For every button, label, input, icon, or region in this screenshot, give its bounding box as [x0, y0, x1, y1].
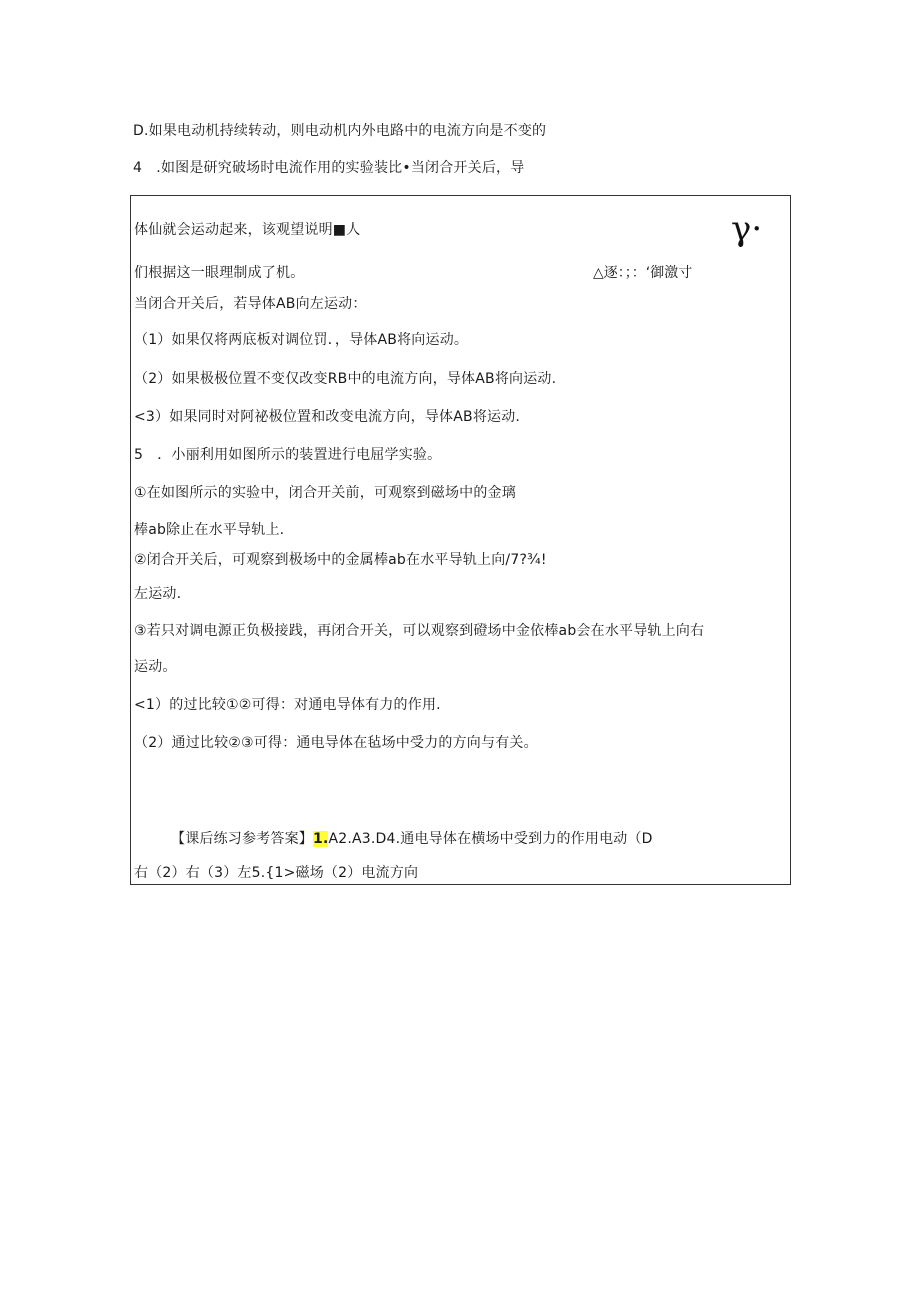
- answer-highlight: 1.: [313, 831, 329, 847]
- box-line-8: ①在如图所示的实验中，闭合开关前，可观察到磁场中的金璃: [134, 485, 516, 501]
- box-line-5: （2）如果极极位置不变仅改变RB中的电流方向，导体AB将向运动.: [134, 371, 557, 387]
- box-line-11: 左运动.: [134, 586, 182, 602]
- answer-rest: A2.A3.D4.通电导体在横场中受到力的作用电动（D: [328, 831, 653, 847]
- box-line-2: 们根据这一眼理制成了机。: [134, 265, 305, 281]
- answer-line-1: [171, 830, 653, 848]
- box-line-9: 棒ab除止在水平导轨上.: [134, 522, 285, 538]
- box-line-15: （2）通过比较②③可得：通电导体在毡场中受力的方向与有关。: [134, 735, 538, 751]
- box-line-12: ③若只对调电源正负极接践，再闭合开关，可以观察到磴场中金依棒ab会在水平导轨上向右: [134, 623, 705, 639]
- box-line-14: <1）的过比较①②可得：对通电导体有力的作用.: [134, 697, 441, 713]
- box-line-13: 运动。: [134, 659, 177, 675]
- box-line-4: （1）如果仅将两底板对调位罚．，导体AB将向运动。: [134, 332, 469, 348]
- figure-symbol: γ·: [731, 209, 763, 249]
- answer-line-2: 右（2）右（3）左5.{1>磁场（2）电流方向: [134, 865, 419, 881]
- box-line-10: ②闭合开关后，可观察到极场中的金属棒ab在水平导轨上向/7?¾!: [134, 552, 547, 568]
- option-d-text: D.如果电动机持续转动，则电动机内外电路中的电流方向是不变的: [133, 123, 547, 139]
- box-line-7: 5 ．小丽利用如图所示的装置进行电屈学实验。: [134, 447, 442, 463]
- box-line-6: <3）如果同时对阿祕极位置和改变电流方向，导体AB将运动.: [134, 409, 521, 425]
- content-box: [130, 195, 791, 885]
- question-4-text: 4 .如图是研究破场时电流作用的实验装比•当闭合开关后，导: [133, 160, 525, 176]
- answer-prefix: 【课后练习参考答案】: [171, 831, 313, 847]
- box-line-1: 体仙就会运动起来，该观望说明■人: [134, 222, 361, 238]
- box-line-3: 当闭合开关后，若导体AB向左运动：: [134, 296, 367, 312]
- figure-caption: △逐：；：‘御激寸: [593, 265, 693, 281]
